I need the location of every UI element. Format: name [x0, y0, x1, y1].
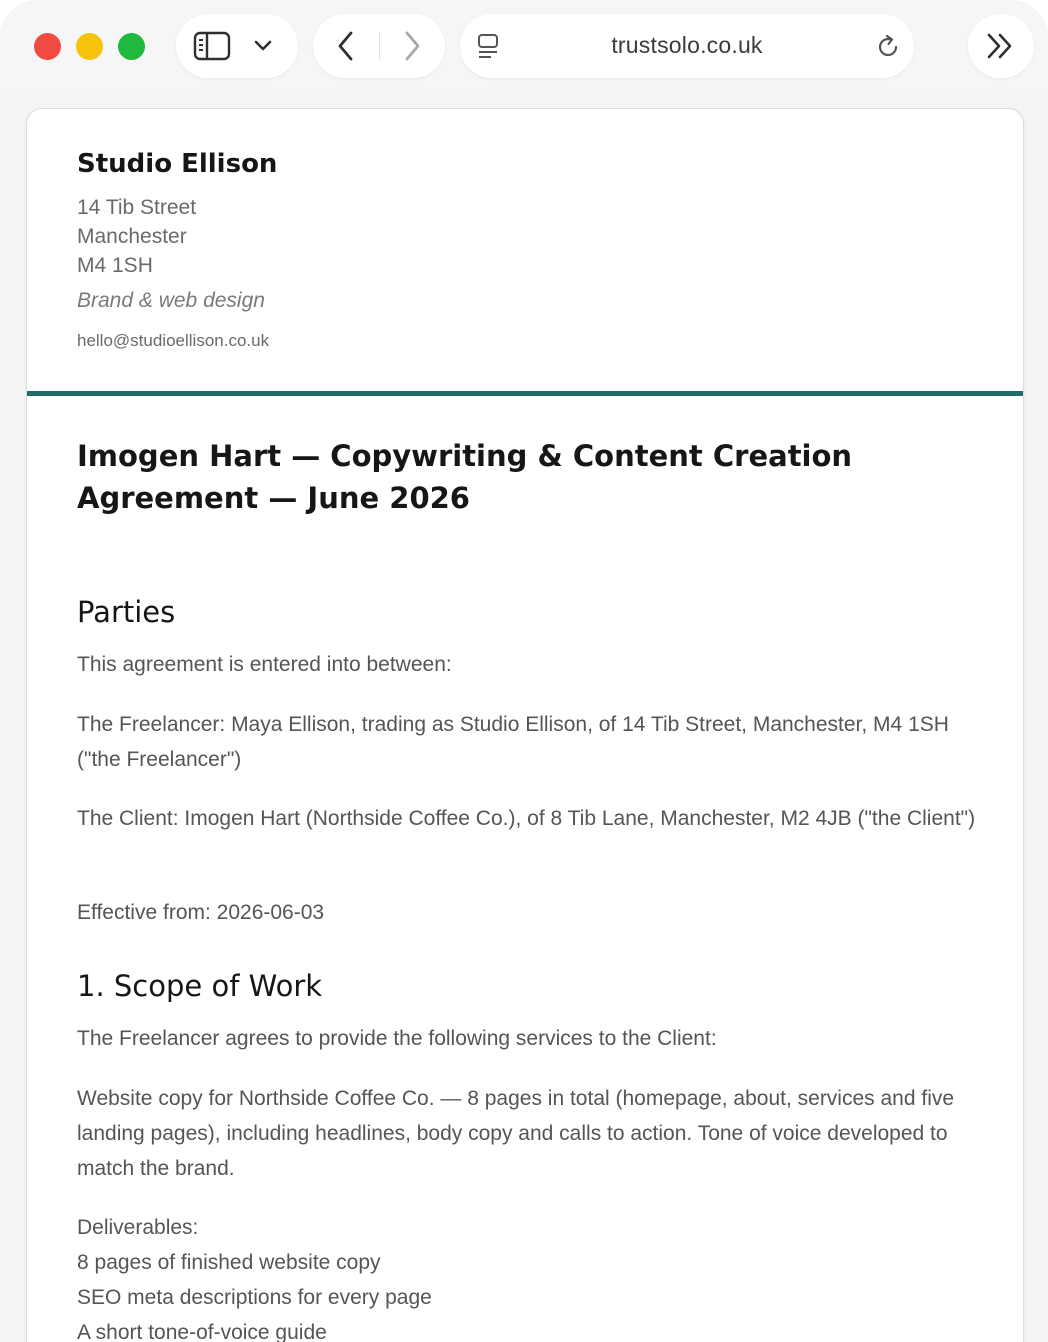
sidebar-toggle-group: [176, 14, 298, 78]
back-arrow-icon[interactable]: [335, 30, 357, 62]
company-name: Studio Ellison: [77, 149, 278, 179]
address-line-postcode: M4 1SH: [77, 254, 153, 277]
address-line-city: Manchester: [77, 225, 187, 248]
scope-heading: 1. Scope of Work: [77, 969, 323, 1003]
sidebar-icon[interactable]: [193, 31, 231, 61]
url-text[interactable]: trustsolo.co.uk: [611, 32, 763, 58]
double-chevron-right-icon[interactable]: [985, 32, 1017, 60]
nav-divider: [379, 32, 380, 60]
company-tagline: Brand & web design: [77, 289, 265, 312]
list-item: 8 pages of finished website copy: [77, 1251, 381, 1274]
parties-heading: Parties: [77, 595, 176, 629]
effective-date: Effective from: 2026-06-03: [77, 901, 325, 924]
close-window-button[interactable]: [34, 33, 61, 60]
address-line-street: 14 Tib Street: [77, 196, 197, 219]
list-item: SEO meta descriptions for every page: [77, 1286, 432, 1309]
browser-toolbar: [0, 0, 1048, 94]
agreement-page: [26, 108, 1024, 1342]
deliverables-list: [77, 1245, 432, 1342]
company-email[interactable]: hello@studioellison.co.uk: [77, 331, 270, 350]
minimize-window-button[interactable]: [76, 33, 103, 60]
parties-intro: This agreement is entered into between:: [77, 653, 452, 676]
deliverables-label: Deliverables:: [77, 1216, 199, 1239]
address-bar[interactable]: [460, 14, 914, 78]
list-item: A short tone-of-voice guide: [77, 1321, 327, 1342]
parties-client: The Client: Imogen Hart (Northside Coffee Co.), of 8 Tib Lane, Manchester, M2 4JB ("the Client"): [77, 807, 976, 830]
chevron-down-icon[interactable]: [254, 39, 272, 53]
document-title: Imogen Hart — Copywriting & Content Creation Agreement — June 2026: [77, 439, 853, 515]
reload-icon[interactable]: [874, 33, 902, 61]
zoom-window-button[interactable]: [118, 33, 145, 60]
letterhead: [27, 109, 1023, 392]
scope-intro: The Freelancer agrees to provide the following services to the Client:: [77, 1027, 717, 1050]
parties-freelancer: The Freelancer: Maya Ellison, trading as Studio Ellison, of 14 Tib Street, Manchester, M4 1SH ("the Freelancer"): [77, 713, 949, 771]
letterhead-divider: [27, 391, 1023, 396]
scope-description: Website copy for Northside Coffee Co. — 8 pages in total (homepage, about, services and five landing pages), including headlines, body copy and calls to action. Tone of voice developed to match the brand.: [77, 1087, 955, 1180]
more-tools-group: [968, 14, 1034, 78]
forward-arrow-icon[interactable]: [401, 30, 423, 62]
navigation-group: [313, 14, 445, 78]
